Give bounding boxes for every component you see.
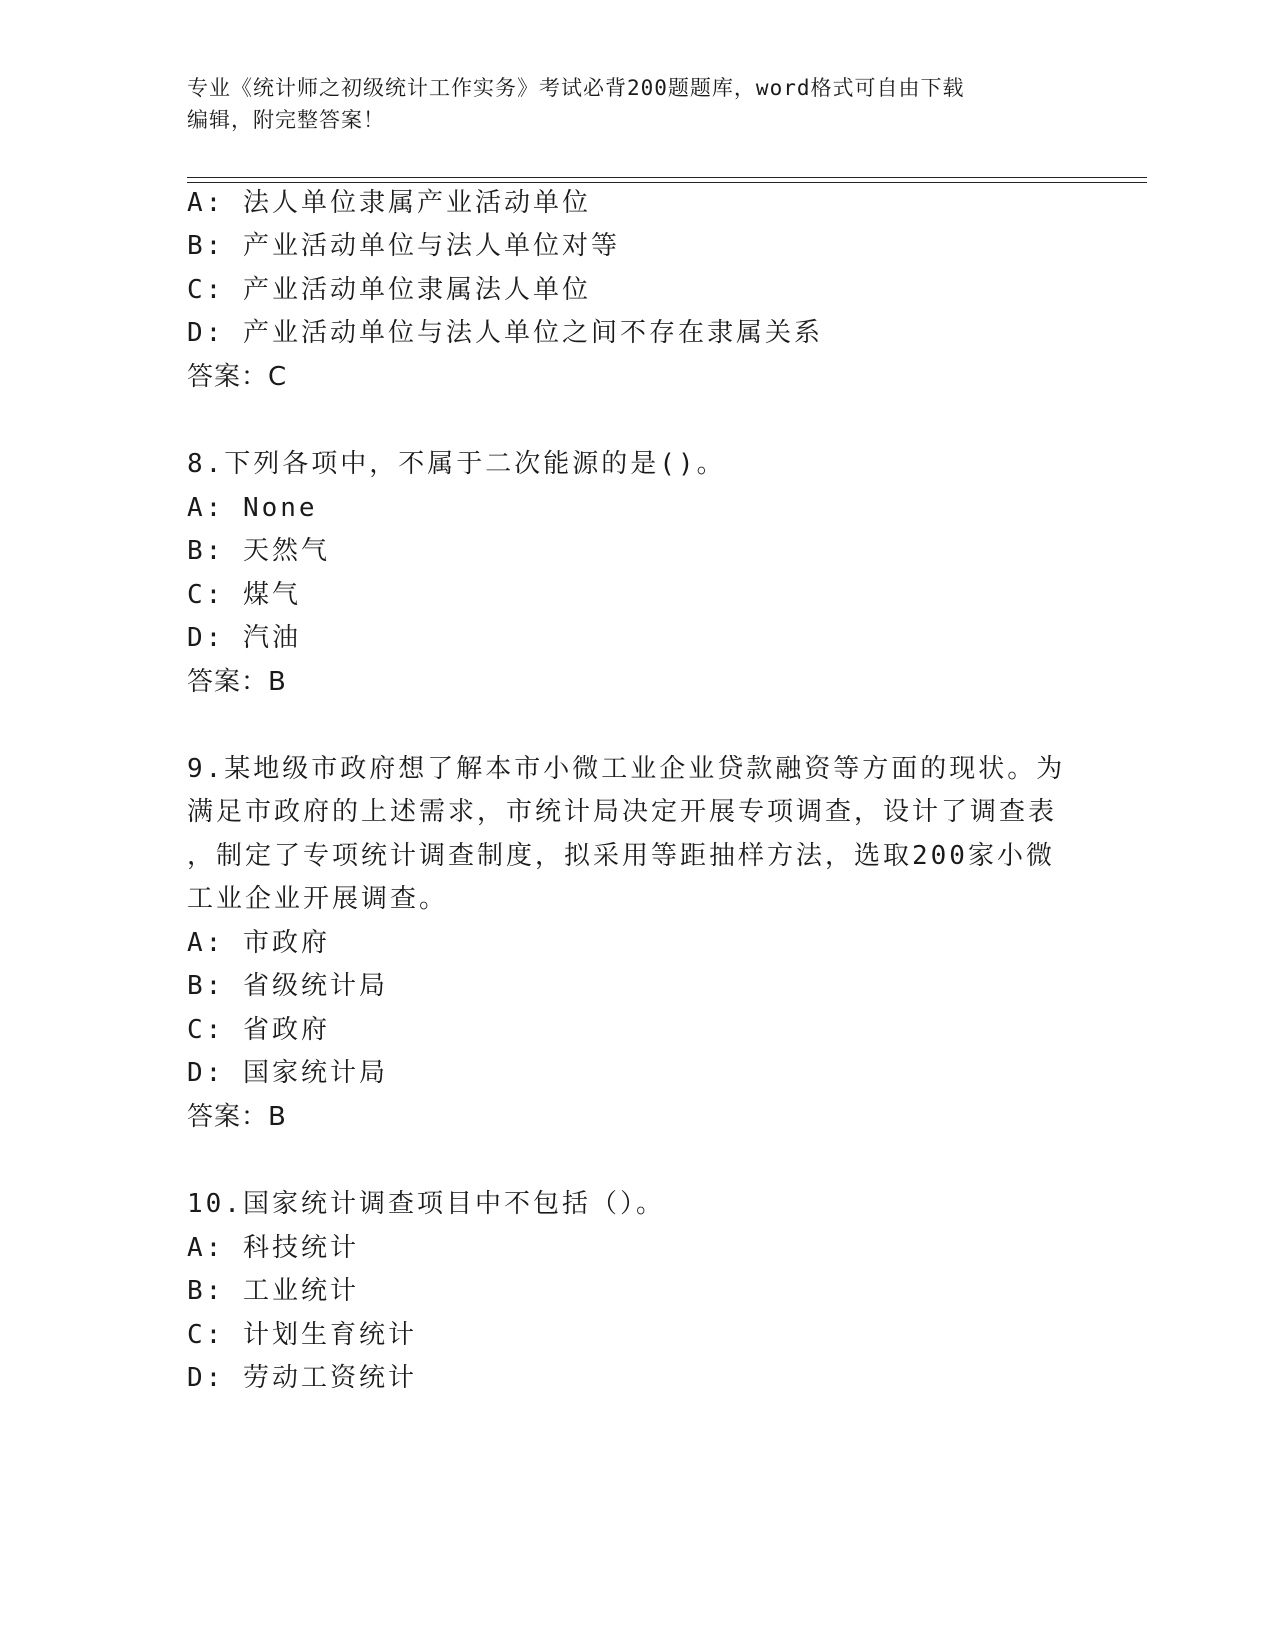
q8-option-d: D: 汽油 <box>187 623 301 653</box>
header-divider-top <box>187 177 1147 178</box>
q7-answer: 答案：C <box>187 362 288 392</box>
q7-option-d: D: 产业活动单位与法人单位之间不存在隶属关系 <box>187 318 823 348</box>
q8-question: 8.下列各项中，不属于二次能源的是()。 <box>187 449 726 479</box>
q8-answer: 答案：B <box>187 667 287 697</box>
header-divider-bottom <box>187 182 1147 183</box>
q9-question-line-1: 9.某地级市政府想了解本市小微工业企业贷款融资等方面的现状。为 <box>187 754 1066 784</box>
q10-question: 10.国家统计调查项目中不包括（）。 <box>187 1189 665 1219</box>
q10-option-c: C: 计划生育统计 <box>187 1320 417 1350</box>
header-line-2: 编辑，附完整答案！ <box>187 108 385 132</box>
q8-option-c: C: 煤气 <box>187 580 301 610</box>
document-header <box>187 72 1087 136</box>
header-line-1: 专业《统计师之初级统计工作实务》考试必背200题题库，word格式可自由下载 <box>187 76 965 100</box>
q7-option-b: B: 产业活动单位与法人单位对等 <box>187 231 620 261</box>
q10-option-d: D: 劳动工资统计 <box>187 1363 417 1393</box>
q9-option-a: A: 市政府 <box>187 928 330 958</box>
q7-option-c: C: 产业活动单位隶属法人单位 <box>187 275 591 305</box>
q7-option-a: A: 法人单位隶属产业活动单位 <box>187 188 591 218</box>
q8-option-b: B: 天然气 <box>187 536 330 566</box>
q8-option-a: A: None <box>187 493 318 523</box>
q9-question-line-4: 工业企业开展调查。 <box>187 884 449 914</box>
q10-option-a: A: 科技统计 <box>187 1233 359 1263</box>
q9-question-line-3: ，制定了专项统计调查制度，拟采用等距抽样方法，选取200家小微 <box>187 841 1055 871</box>
q9-option-d: D: 国家统计局 <box>187 1058 388 1088</box>
q9-option-c: C: 省政府 <box>187 1015 330 1045</box>
q9-answer: 答案：B <box>187 1102 287 1132</box>
q10-option-b: B: 工业统计 <box>187 1276 359 1306</box>
q9-question-line-2: 满足市政府的上述需求，市统计局决定开展专项调查，设计了调查表 <box>187 797 1058 827</box>
q9-option-b: B: 省级统计局 <box>187 971 388 1001</box>
